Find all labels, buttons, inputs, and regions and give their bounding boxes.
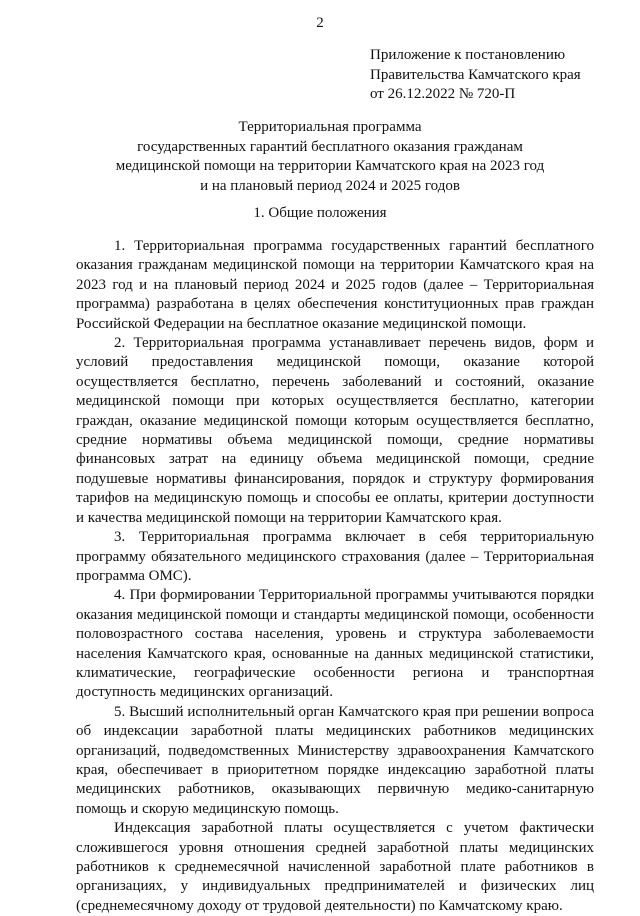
section-heading: 1. Общие положения bbox=[253, 205, 387, 221]
title-line: Территориальная программа bbox=[238, 119, 422, 135]
paragraph-1: 1. Территориальная программа государственных гарантий бесплатного оказания гражданам медицинской помощи на территории Камчатского края на 2023 год и на плановый период 2024 и 2025 годов (далее – Территориальная программа) разработана в целях обеспечения конституционных прав граждан Российской Федерации на бесплатное оказание медицинской помощи. bbox=[76, 238, 594, 332]
appendix-line: Приложение к постановлению bbox=[370, 47, 566, 63]
document-title bbox=[60, 118, 600, 196]
title-line: государственных гарантий бесплатного оказания гражданам bbox=[137, 138, 523, 155]
paragraph-6: Индексация заработной платы осуществляется с учетом фактически сложившегося уровня отношения средней заработной платы медицинских работников к среднемесячной начисленной заработной плате работников в организациях, у индивидуальных предпринимателей и физических лиц (среднемесячному доходу от трудовой деятельности) по Камчатскому краю. bbox=[76, 820, 594, 914]
body-text bbox=[76, 237, 594, 916]
title-line: медицинской помощи на территории Камчатского края на 2023 год bbox=[115, 158, 545, 174]
page-number: 2 bbox=[316, 15, 324, 31]
paragraph-2: 2. Территориальная программа устанавливает перечень видов, форм и условий предоставления медицинской помощи, оказание которой осуществляется бесплатно, перечень заболеваний и состояний, оказание медицинской помощи при которых осуществляется бесплатно, категории граждан, оказание медицинской помощи которым осуществляется бесплатно, средние нормативы объема медицинской помощи, средние нормативы финансовых затрат на единицу объема медицинской помощи, средние подушевые нормативы финансирования, порядок и структуру формирования тарифов на медицинскую помощь и способы ее оплаты, критерии доступности и качества медицинской помощи на территории Камчатского края. bbox=[76, 335, 594, 526]
paragraph-3: 3. Территориальная программа включает в себя территориальную программу обязательного медицинского страхования (далее – Территориальная программа ОМС). bbox=[76, 529, 594, 584]
appendix-note bbox=[370, 46, 630, 105]
title-line: и на плановый период 2024 и 2025 годов bbox=[200, 177, 460, 194]
appendix-line: от 26.12.2022 № 720-П bbox=[370, 86, 516, 102]
paragraph-4: 4. При формировании Территориальной программы учитываются порядки оказания медицинской помощи и стандарты медицинской помощи, особенности половозрастного состава населения, уровень и структура заболеваемости населения Камчатского края, основанные на данных медицинской статистики, климатические, географические особенности региона и транспортная доступность медицинских организаций. bbox=[76, 587, 594, 701]
appendix-line: Правительства Камчатского края bbox=[370, 66, 581, 83]
paragraph-5: 5. Высший исполнительный орган Камчатского края при решении вопроса об индексации заработной платы медицинских работников медицинских организаций, подведомственных Министерству здравоохранения Камчатского края, обеспечивает в приоритетном порядке индексацию заработной платы медицинских работников, оказывающих первичную медико-санитарную помощь и скорую медицинскую помощь. bbox=[76, 703, 594, 817]
